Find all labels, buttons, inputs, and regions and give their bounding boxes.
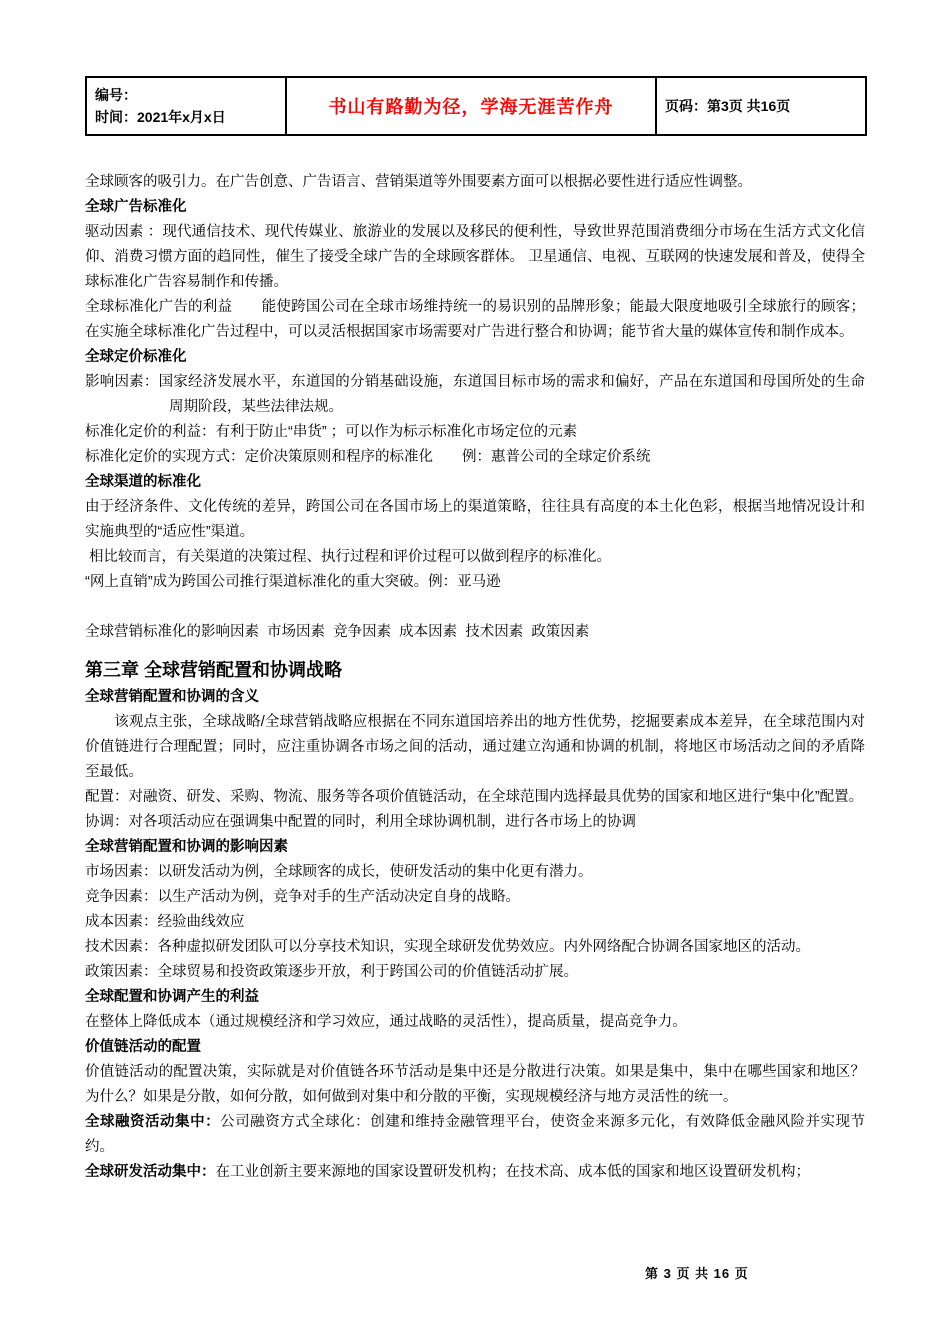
paragraph-lead-bold: 全球融资活动集中：: [85, 1114, 221, 1130]
paragraph-lead-bold: 全球研发活动集中：: [85, 1164, 216, 1180]
page-number-label: 页码：第3页 共16页: [665, 98, 791, 114]
doc-time-label: 时间：2021年x月x日: [95, 109, 226, 125]
paragraph: 配置：对融资、研发、采购、物流、服务等各项价值链活动，在全球范围内选择最具优势的国家和地区进行“集中化”配置。: [85, 789, 864, 805]
header-table: [85, 76, 867, 136]
paragraph: 全球融资活动集中：公司融资方式全球化：创建和维持金融管理平台，使资金来源多元化，有效降低金融风险并实现节约。: [85, 1114, 866, 1155]
paragraph: 政策因素：全球贸易和投资政策逐步开放，利于跨国公司的价值链活动扩展。: [85, 964, 578, 980]
section-heading: 全球营销配置和协调的影响因素: [85, 839, 288, 855]
paragraph: 影响因素：国家经济发展水平，东道国的分销基础设施，东道国目标市场的需求和偏好，产品在东道国和母国所处的生命周期阶段，某些法律法规。: [85, 374, 865, 415]
chapter-heading: 第三章 全球营销配置和协调战略: [85, 660, 342, 680]
section-heading: 价值链活动的配置: [85, 1039, 201, 1055]
paragraph: 协调：对各项活动应在强调集中配置的同时，利用全球协调机制，进行各市场上的协调: [85, 814, 636, 830]
document-body: [85, 170, 865, 1185]
footer-page-number: 第 3 页 共 16 页: [645, 1266, 749, 1281]
doc-number-label: 编号：: [95, 87, 137, 103]
paragraph: “网上直销”成为跨国公司推行渠道标准化的重大突破。例：亚马逊: [85, 574, 501, 590]
section-heading: 全球渠道的标准化: [85, 474, 201, 490]
section-heading: 全球配置和协调产生的利益: [85, 989, 259, 1005]
paragraph: 全球标准化广告的利益 能使跨国公司在全球市场维持统一的易识别的品牌形象；能最大限度地吸引全球旅行的顾客；在实施全球标准化广告过程中，可以灵活根据国家市场需要对广告进行整合和协调；能节省大量的媒体宣传和制作成本。: [85, 299, 865, 340]
header-row: [86, 77, 866, 135]
section-heading: 全球广告标准化: [85, 199, 187, 215]
paragraph: 由于经济条件、文化传统的差异，跨国公司在各国市场上的渠道策略，往往具有高度的本土化色彩，根据当地情况设计和实施典型的“适应性”渠道。: [85, 499, 865, 540]
paragraph: 相比较而言，有关渠道的决策过程、执行过程和评价过程可以做到程序的标准化。: [85, 549, 612, 565]
paragraph: 全球顾客的吸引力。在广告创意、广告语言、营销渠道等外围要素方面可以根据必要性进行适应性调整。: [85, 174, 752, 190]
paragraph: 价值链活动的配置决策，实际就是对价值链各环节活动是集中还是分散进行决策。如果是集中，集中在哪些国家和地区？为什么？如果是分散，如何分散，如何做到对集中和分散的平衡，实现规模经济与地方灵活性的统一。: [85, 1064, 865, 1105]
paragraph: 全球研发活动集中：在工业创新主要来源地的国家设置研发机构；在技术高、成本低的国家和地区设置研发机构；: [85, 1164, 810, 1180]
paragraph: 标准化定价的利益：有利于防止“串货” ；可以作为标示标准化市场定位的元素: [85, 424, 578, 440]
paragraph: 全球营销标准化的影响因素 市场因素 竞争因素 成本因素 技术因素 政策因素: [85, 624, 590, 640]
header-cell-middle: [286, 77, 656, 135]
blank-line: [85, 595, 865, 620]
header-cell-left: [86, 77, 286, 135]
paragraph: 标准化定价的实现方式：定价决策原则和程序的标准化 例：惠普公司的全球定价系统: [85, 449, 651, 465]
section-heading: 全球定价标准化: [85, 349, 187, 365]
header-motto: 书山有路勤为径，学海无涯苦作舟: [328, 97, 614, 117]
paragraph: 驱动因素 ：现代通信技术、现代传媒业、旅游业的发展以及移民的便利性，导致世界范围消费细分市场在生活方式文化信仰、消费习惯方面的趋同性，催生了接受全球广告的全球顾客群体。 卫星通信、电视、互联网的快速发展和普及，使得全球标准化广告容易制作和传播。: [85, 224, 865, 290]
paragraph: 在整体上降低成本（通过规模经济和学习效应，通过战略的灵活性），提高质量，提高竞争力。: [85, 1014, 687, 1030]
header-cell-right: [656, 77, 866, 135]
paragraph: 竞争因素：以生产活动为例，竞争对手的生产活动决定自身的战略。: [85, 889, 520, 905]
paragraph: 成本因素：经验曲线效应: [85, 914, 245, 930]
paragraph: 该观点主张，全球战略/全球营销战略应根据在不同东道国培养出的地方性优势，挖掘要素成本差异，在全球范围内对价值链进行合理配置；同时，应注重协调各市场之间的活动，通过建立沟通和协调的机制，将地区市场活动之间的矛盾降至最低。: [85, 714, 865, 780]
section-heading: 全球营销配置和协调的含义: [85, 689, 259, 705]
paragraph: 市场因素：以研发活动为例，全球顾客的成长，使研发活动的集中化更有潜力。: [85, 864, 593, 880]
paragraph: 技术因素：各种虚拟研发团队可以分享技术知识，实现全球研发优势效应。内外网络配合协调各国家地区的活动。: [85, 939, 810, 955]
